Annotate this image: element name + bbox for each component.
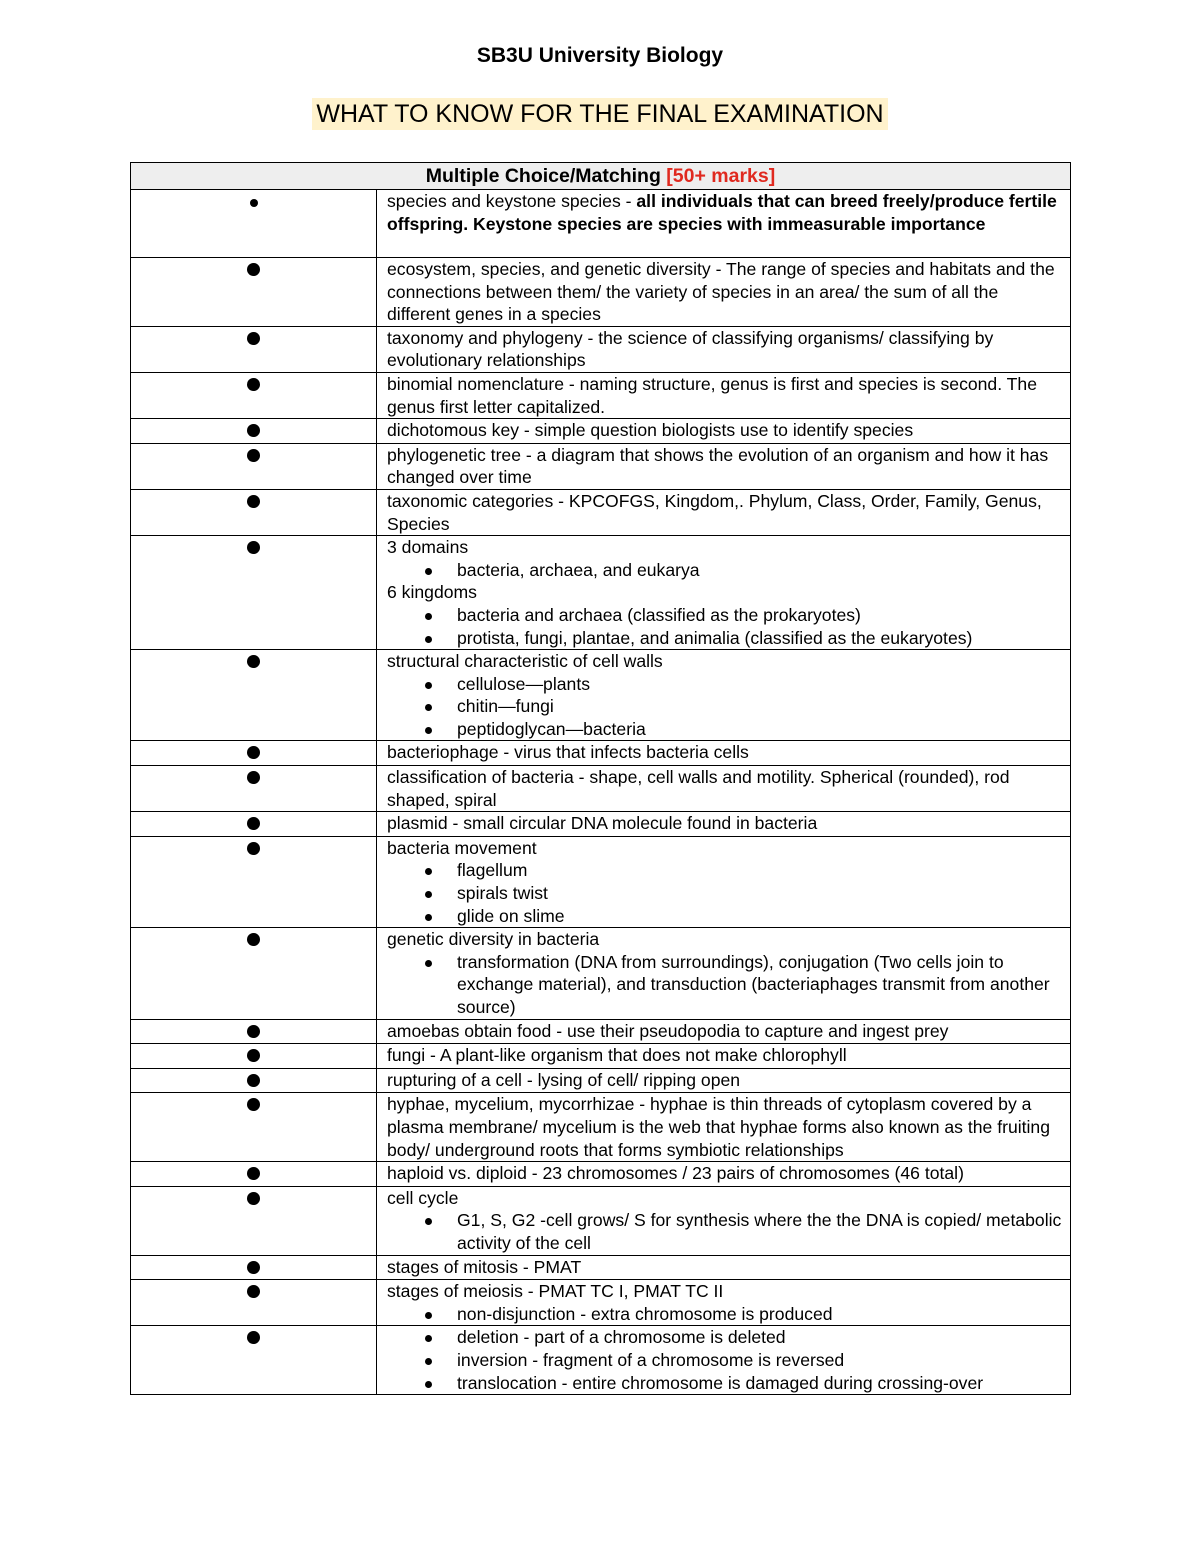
row-text: phylogenetic tree - a diagram that shows the evolution of an organism and how it has changed over time xyxy=(387,444,1049,488)
table-row xyxy=(131,443,1071,489)
row-text: classification of bacteria - shape, cell walls and motility. Spherical (rounded), rod shaped, spiral xyxy=(387,767,1010,810)
table-row xyxy=(131,1326,1071,1395)
sub-bullet-item: spirals twist xyxy=(387,882,1064,905)
row-text: 3 domains xyxy=(387,537,469,558)
bullet-icon xyxy=(247,1049,260,1062)
table-row xyxy=(131,1280,1071,1326)
row-text: structural characteristic of cell walls xyxy=(387,651,663,672)
bullet-icon xyxy=(247,378,260,391)
bullet-icon xyxy=(247,449,260,462)
bullet-icon xyxy=(247,1331,260,1344)
bullet-icon xyxy=(247,1098,260,1111)
bullet-icon xyxy=(247,1074,260,1087)
bullet-icon xyxy=(247,817,260,830)
row-text: plasmid - small circular DNA molecule found in bacteria xyxy=(387,813,818,834)
row-text: genetic diversity in bacteria xyxy=(387,929,600,950)
table-row xyxy=(131,419,1071,444)
bullet-icon xyxy=(247,332,260,345)
sub-bullet-item: deletion - part of a chromosome is deleted xyxy=(387,1326,1064,1349)
table-header-row xyxy=(131,163,1071,190)
sub-bullet-item: cellulose—plants xyxy=(387,673,1064,696)
row-definition: all individuals that can breed freely/produce fertile offspring. Keystone species are species with immeasurable importance xyxy=(387,191,1057,234)
section-title: Multiple Choice/Matching xyxy=(425,165,661,187)
row-text: amoebas obtain food - use their pseudopodia to capture and ingest prey xyxy=(387,1020,949,1041)
row-text: bacteriophage - virus that infects bacteria cells xyxy=(387,742,749,763)
sub-bullet-item: translocation - entire chromosome is damaged during crossing-over xyxy=(387,1372,1064,1395)
row-text: 6 kingdoms xyxy=(387,582,477,603)
bullet-icon xyxy=(247,933,260,946)
sub-bullet-item: chitin—fungi xyxy=(387,695,1064,718)
row-text: stages of mitosis - PMAT xyxy=(387,1256,582,1277)
table-row xyxy=(131,1044,1071,1069)
row-text: taxonomy and phylogeny - the science of classifying organisms/ classifying by evolutionary relationships xyxy=(387,327,994,371)
row-text: dichotomous key - simple question biologists use to identify species xyxy=(387,420,914,441)
sub-bullet-item: inversion - fragment of a chromosome is reversed xyxy=(387,1349,1064,1372)
row-text: fungi - A plant-like organism that does not make chlorophyll xyxy=(387,1045,847,1066)
course-title: SB3U University Biology xyxy=(476,44,724,67)
row-text: taxonomic categories - KPCOFGS, Kingdom,. Phylum, Class, Order, Family, Genus, Species xyxy=(387,490,1042,534)
bullet-icon xyxy=(247,541,260,554)
row-text: binomial nomenclature - naming structure, genus is first and species is second. The genus first letter capitalized. xyxy=(387,373,1037,417)
bullet-icon xyxy=(247,495,260,508)
bullet-icon xyxy=(247,746,260,759)
table-row xyxy=(131,928,1071,1019)
topics-table xyxy=(130,162,1071,1395)
sub-bullet-item: flagellum xyxy=(387,859,1064,882)
row-text: ecosystem, species, and genetic diversity - The range of species and habitats and the connections between them/ the variety of species in an area/ the sum of all the different genes in a species xyxy=(387,259,1055,325)
table-row xyxy=(131,1186,1071,1255)
table-row xyxy=(131,1019,1071,1044)
document-heading: WHAT TO KNOW FOR THE FINAL EXAMINATION xyxy=(312,98,887,130)
table-row xyxy=(131,190,1071,258)
table-row xyxy=(131,1068,1071,1093)
table-row xyxy=(131,489,1071,535)
bullet-icon xyxy=(247,1025,260,1038)
sub-bullet-item: bacteria and archaea (classified as the prokaryotes) xyxy=(387,604,1064,627)
sub-bullet-item: non-disjunction - extra chromosome is produced xyxy=(387,1303,1064,1326)
table-row xyxy=(131,372,1071,418)
table-row xyxy=(131,536,1071,650)
sub-bullet-item: G1, S, G2 -cell grows/ S for synthesis where the the DNA is copied/ metabolic activity of the cell xyxy=(387,1209,1064,1254)
row-text: cell cycle xyxy=(387,1187,459,1208)
section-marks: [50+ marks] xyxy=(666,165,776,187)
bullet-icon xyxy=(250,199,258,207)
sub-bullet-item: transformation (DNA from surroundings), conjugation (Two cells join to exchange material), and transduction (bacteriaphages transmit from another source) xyxy=(387,951,1064,1019)
table-row xyxy=(131,836,1071,927)
row-text: haploid vs. diploid - 23 chromosomes / 23 pairs of chromosomes (46 total) xyxy=(387,1163,964,1184)
bullet-icon xyxy=(247,1192,260,1205)
bullet-icon xyxy=(247,1285,260,1298)
bullet-icon xyxy=(247,655,260,668)
table-row xyxy=(131,1162,1071,1187)
row-text: bacteria movement xyxy=(387,837,537,858)
bullet-icon xyxy=(247,842,260,855)
row-term: species and keystone species - xyxy=(387,191,637,211)
bullet-icon xyxy=(247,1261,260,1274)
bullet-icon xyxy=(247,263,260,276)
table-row xyxy=(131,258,1071,327)
bullet-icon xyxy=(247,1167,260,1180)
row-text: stages of meiosis - PMAT TC I, PMAT TC II xyxy=(387,1281,724,1302)
table-row xyxy=(131,650,1071,741)
sub-bullet-item: protista, fungi, plantae, and animalia (classified as the eukaryotes) xyxy=(387,627,1064,650)
row-text: rupturing of a cell - lysing of cell/ ripping open xyxy=(387,1069,741,1090)
table-header xyxy=(131,163,1071,190)
table-row xyxy=(131,326,1071,372)
bullet-icon xyxy=(247,771,260,784)
table-row xyxy=(131,1255,1071,1280)
table-row xyxy=(131,741,1071,766)
bullet-icon xyxy=(247,424,260,437)
table-row xyxy=(131,812,1071,837)
table-row xyxy=(131,1093,1071,1162)
sub-bullet-item: peptidoglycan—bacteria xyxy=(387,718,1064,741)
sub-bullet-item: bacteria, archaea, and eukarya xyxy=(387,559,1064,582)
sub-bullet-item: glide on slime xyxy=(387,905,1064,928)
row-text: hyphae, mycelium, mycorrhizae - hyphae is thin threads of cytoplasm covered by a plasma membrane/ mycelium is the web that hyphae forms also known as the fruiting body/ underground roots that forms symbiotic relationships xyxy=(387,1094,1051,1160)
table-row xyxy=(131,766,1071,812)
